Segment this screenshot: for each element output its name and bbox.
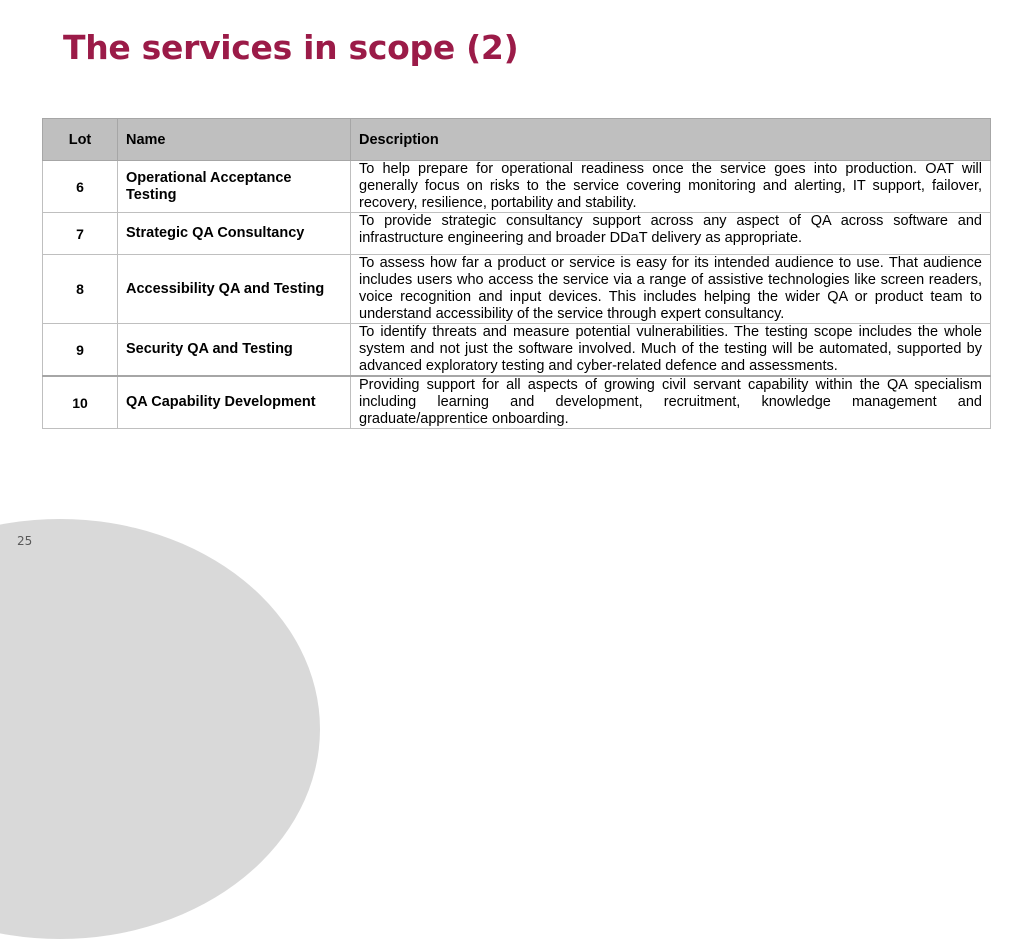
description-cell: Providing support for all aspects of growing civil servant capability within the QA specialism including learning and development, recruitment, knowledge management and graduate/apprentice onboarding. <box>351 376 991 429</box>
table-row <box>43 324 991 377</box>
slide-title: The services in scope (2) <box>63 28 519 67</box>
table-row <box>43 161 991 213</box>
table-header-row <box>43 119 991 161</box>
description-cell: To assess how far a product or service is easy for its intended audience to use. That audience includes users who access the service via a range of assistive technologies like screen readers, voice recognition and input devices. This includes helping the wider QA or product team to understand accessibility of the service through expert consultancy. <box>351 255 991 324</box>
name-cell: Strategic QA Consultancy <box>118 213 351 255</box>
name-cell: Security QA and Testing <box>118 324 351 377</box>
lot-cell: 8 <box>43 255 118 324</box>
services-table <box>42 118 991 429</box>
header-name: Name <box>118 119 351 161</box>
corner-decoration <box>0 519 320 939</box>
lot-cell: 10 <box>43 376 118 429</box>
description-cell: To help prepare for operational readiness once the service goes into production. OAT will generally focus on risks to the service covering monitoring and alerting, IT support, failover, recovery, resilience, portability and stability. <box>351 161 991 213</box>
lot-cell: 9 <box>43 324 118 377</box>
name-cell: Accessibility QA and Testing <box>118 255 351 324</box>
name-cell: Operational Acceptance Testing <box>118 161 351 213</box>
header-lot: Lot <box>43 119 118 161</box>
table-row <box>43 213 991 255</box>
description-cell: To identify threats and measure potential vulnerabilities. The testing scope includes the whole system and not just the software involved. Much of the testing will be automated, supported by advanced exploratory testing and cyber-related defence and assessments. <box>351 324 991 377</box>
name-cell: QA Capability Development <box>118 376 351 429</box>
description-cell: To provide strategic consultancy support across any aspect of QA across software and infrastructure engineering and broader DDaT delivery as appropriate. <box>351 213 991 255</box>
header-description: Description <box>351 119 991 161</box>
lot-cell: 6 <box>43 161 118 213</box>
table-row <box>43 376 991 429</box>
lot-cell: 7 <box>43 213 118 255</box>
table-row <box>43 255 991 324</box>
page-number: 25 <box>17 534 33 548</box>
